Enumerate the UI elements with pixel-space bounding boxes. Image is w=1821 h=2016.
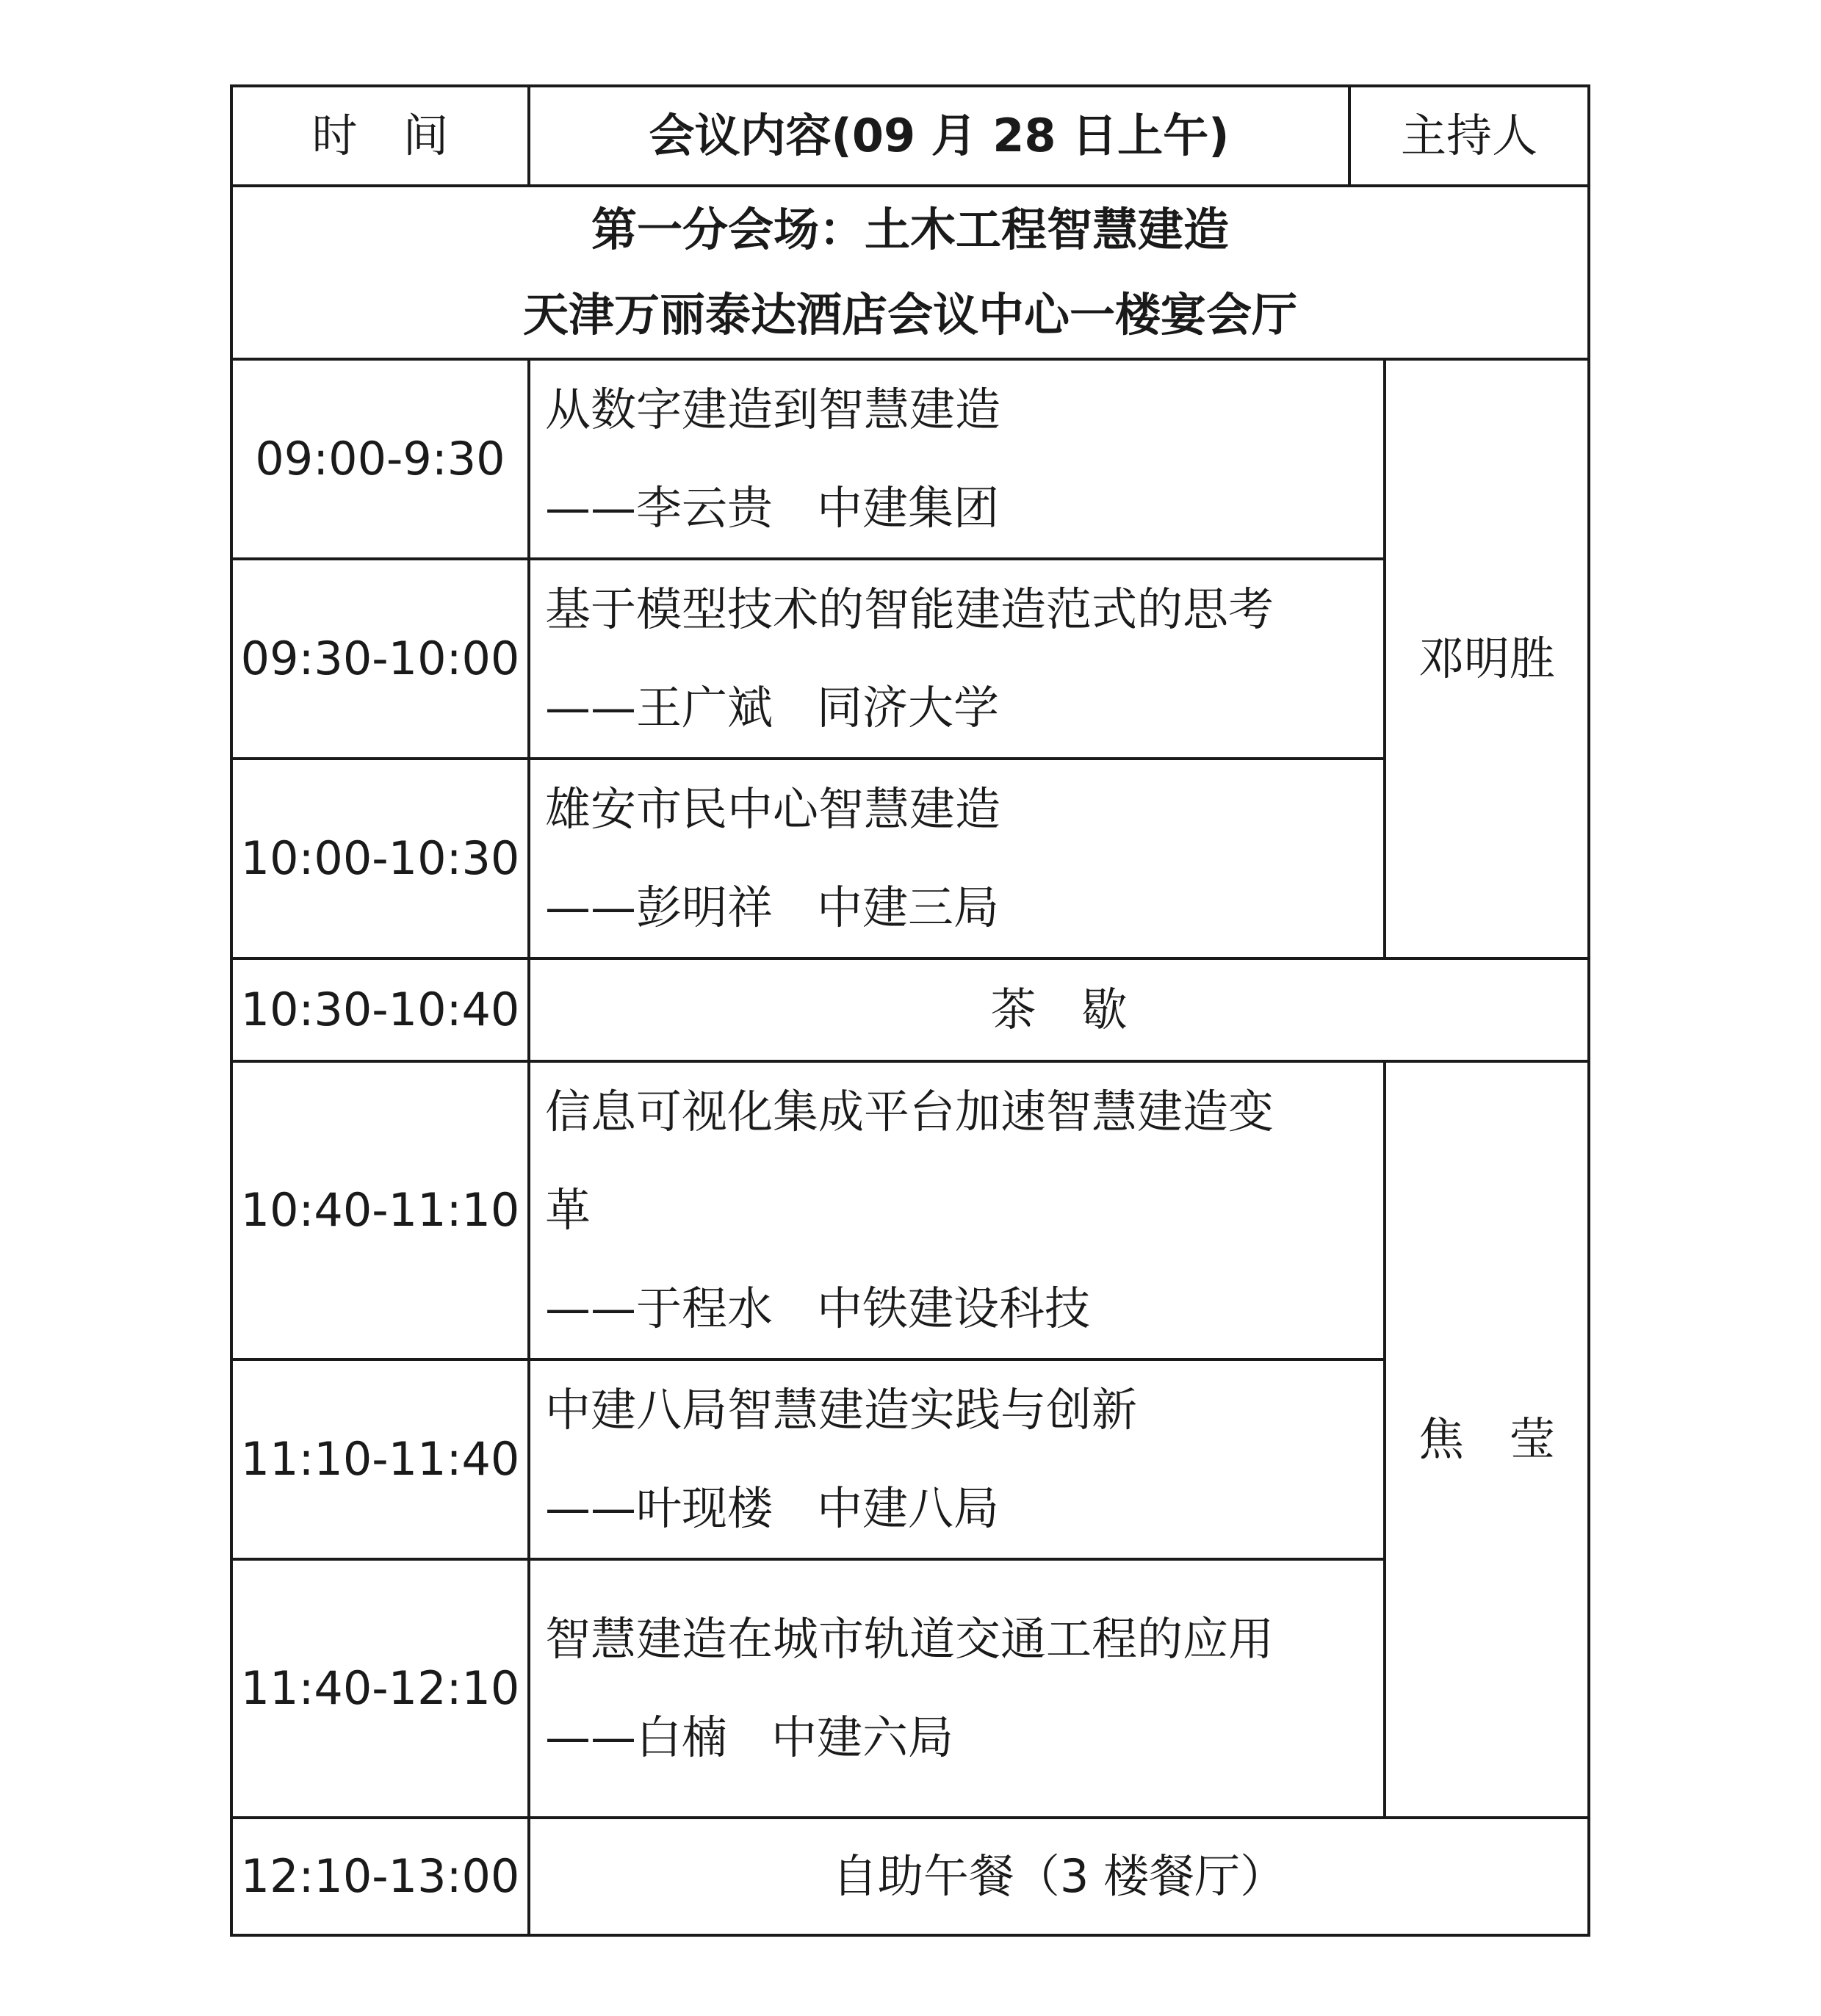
tea-break-label: 茶 歇 xyxy=(529,958,1589,1061)
session-talk xyxy=(529,1359,1385,1559)
talk-speaker: ——王广斌 xyxy=(545,681,774,734)
session-talk xyxy=(529,759,1385,958)
session-time: 09:00-9:30 xyxy=(231,359,529,559)
talk-speaker: ——于程水 xyxy=(545,1282,774,1335)
schedule-table xyxy=(230,84,1590,1937)
talk-org: 中建三局 xyxy=(817,881,1000,934)
host-cell-1: 邓明胜 xyxy=(1385,359,1589,958)
venue-row xyxy=(231,186,1589,359)
talk-org: 同济大学 xyxy=(817,681,1000,734)
session-talk xyxy=(529,359,1385,559)
talk-title: 雄安市民中心智慧建造 xyxy=(545,782,1001,836)
talk-speaker-line xyxy=(545,859,1383,957)
talk-title: 基于模型技术的智能建造范式的思考 xyxy=(545,582,1274,636)
header-time: 时 间 xyxy=(231,86,529,186)
talk-speaker-line xyxy=(545,1260,1383,1358)
session-talk xyxy=(529,1559,1385,1818)
tea-break-time: 10:30-10:40 xyxy=(231,958,529,1061)
talk-title-line-1: 信息可视化集成平台加速智慧建造变 xyxy=(545,1085,1274,1138)
session-row xyxy=(231,1061,1589,1359)
venue-line-1: 第一分会场：土木工程智慧建造 xyxy=(591,203,1230,256)
lunch-row xyxy=(231,1818,1589,1935)
talk-speaker-line xyxy=(545,659,1383,757)
header-host: 主持人 xyxy=(1349,86,1589,186)
talk-speaker: ——李云贵 xyxy=(545,481,774,535)
session-row xyxy=(231,359,1589,559)
lunch-time: 12:10-13:00 xyxy=(231,1818,529,1935)
talk-speaker-line xyxy=(545,459,1383,557)
talk-speaker: ——叶现楼 xyxy=(545,1481,774,1535)
talk-title: 从数字建造到智慧建造 xyxy=(545,383,1001,436)
session-time: 10:00-10:30 xyxy=(231,759,529,958)
talk-org: 中建八局 xyxy=(817,1481,1000,1535)
session-time: 10:40-11:10 xyxy=(231,1061,529,1359)
venue-cell xyxy=(231,186,1589,359)
session-time: 09:30-10:00 xyxy=(231,559,529,759)
talk-speaker: ——白楠 xyxy=(545,1710,728,1764)
talk-speaker-line xyxy=(545,1459,1383,1558)
header-row xyxy=(231,86,1589,186)
talk-org: 中建六局 xyxy=(771,1710,954,1764)
header-content: 会议内容(09 月 28 日上午) xyxy=(529,86,1349,186)
lunch-label: 自助午餐（3 楼餐厅） xyxy=(529,1818,1589,1935)
talk-speaker-line xyxy=(545,1688,1383,1787)
talk-title-line-2: 革 xyxy=(545,1183,591,1237)
session-talk xyxy=(529,1061,1385,1359)
talk-title: 中建八局智慧建造实践与创新 xyxy=(545,1383,1138,1437)
tea-break-row xyxy=(231,958,1589,1061)
talk-title: 智慧建造在城市轨道交通工程的应用 xyxy=(545,1612,1274,1666)
talk-speaker: ——彭明祥 xyxy=(545,881,774,934)
session-time: 11:40-12:10 xyxy=(231,1559,529,1818)
talk-org: 中建集团 xyxy=(817,481,1000,535)
venue-line-2: 天津万丽泰达酒店会议中心一楼宴会厅 xyxy=(523,288,1298,342)
session-talk xyxy=(529,559,1385,759)
session-time: 11:10-11:40 xyxy=(231,1359,529,1559)
host-cell-2: 焦 莹 xyxy=(1385,1061,1589,1818)
talk-org: 中铁建设科技 xyxy=(817,1282,1091,1335)
